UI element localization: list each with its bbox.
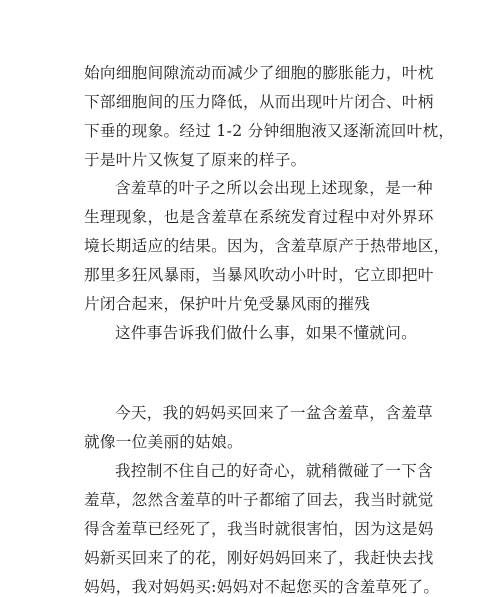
paragraph-5-line-4: 妈新买回来了的花，刚好妈妈回来了，我赶快去找	[84, 549, 434, 567]
paragraph-4-line-2: 就像一位美丽的姑娘。	[84, 433, 243, 451]
paragraph-5-line-5: 妈妈，我对妈妈买:妈妈对不起您买的含羞草死了。	[84, 578, 440, 596]
paragraph-1-line-2: 下部细胞间的压力降低，从而出现叶片闭合、叶柄	[84, 93, 434, 111]
paragraph-1-line-1: 始向细胞间隙流动而减少了细胞的膨胀能力，叶枕	[84, 64, 434, 82]
paragraph-4-line-1: 今天，我的妈妈买回来了一盆含羞草，含羞草	[115, 404, 433, 422]
paragraph-2-line-5: 片闭合起来，保护叶片免受暴风雨的摧残	[84, 295, 371, 313]
paragraph-3-line-1: 这件事告诉我们做什么事，如果不懂就问。	[115, 324, 417, 342]
paragraph-5-line-3: 得含羞草已经死了，我当时就很害怕，因为这是妈	[84, 520, 434, 538]
paragraph-1-line-4: 于是叶片又恢复了原来的样子。	[84, 151, 307, 169]
paragraph-2-line-2: 生理现象，也是含羞草在系统发育过程中对外界环	[84, 208, 434, 226]
paragraph-2-line-4: 那里多狂风暴雨，当暴风吹动小叶时，它立即把叶	[84, 266, 434, 284]
paragraph-5-line-2: 羞草，忽然含羞草的叶子都缩了回去，我当时就觉	[84, 491, 434, 509]
paragraph-1-line-3: 下垂的现象。经过 1-2 分钟细胞液又逐渐流回叶枕，	[84, 122, 455, 140]
paragraph-2-line-1: 含羞草的叶子之所以会出现上述现象，是一种	[115, 179, 433, 197]
paragraph-2-line-3: 境长期适应的结果。因为，含羞草原产于热带地区，	[84, 237, 450, 255]
paragraph-5-line-1: 我控制不住自己的好奇心，就稍微碰了一下含	[115, 462, 433, 480]
